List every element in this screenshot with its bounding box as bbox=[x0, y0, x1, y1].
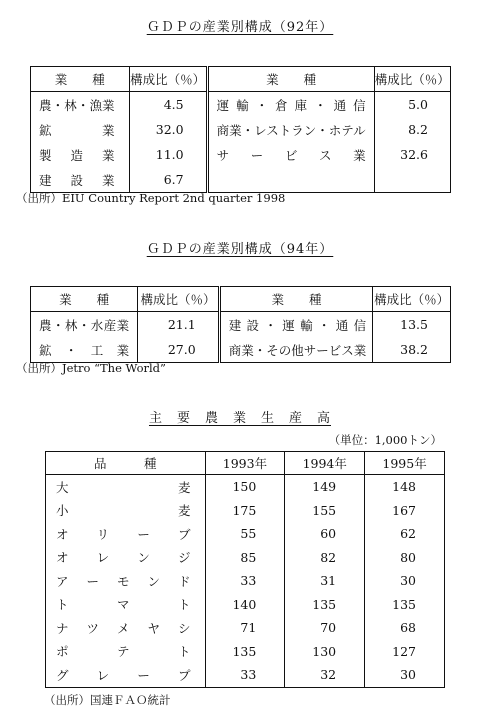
table-row bbox=[46, 593, 445, 617]
table-header-row bbox=[31, 287, 451, 312]
label-char: 鉱 bbox=[39, 342, 52, 358]
label-char: レ bbox=[96, 667, 110, 683]
label-char: 麦 bbox=[178, 503, 191, 519]
label-char: 農 bbox=[39, 317, 52, 333]
label-char: ツ bbox=[86, 620, 100, 636]
table-row bbox=[31, 92, 451, 118]
sector-name bbox=[207, 142, 374, 167]
gdp92-table bbox=[30, 66, 451, 193]
label-char: 運 bbox=[282, 317, 295, 333]
crop-name bbox=[46, 616, 206, 640]
ratio-value: 32.0 bbox=[129, 117, 207, 142]
production-source: （出所）国連ＦＡＯ統計 bbox=[44, 693, 171, 707]
label-char: 林 bbox=[64, 97, 77, 113]
sector-name bbox=[207, 92, 374, 118]
label-char: ド bbox=[178, 573, 191, 589]
label-char: ・ bbox=[51, 97, 65, 113]
label-char: シ bbox=[178, 620, 191, 636]
production-value: 148 bbox=[392, 479, 416, 495]
ratio-value bbox=[374, 167, 450, 193]
sector-name bbox=[207, 117, 374, 142]
production-value: 82 bbox=[285, 546, 365, 570]
production-table bbox=[45, 451, 445, 688]
table-row bbox=[46, 569, 445, 593]
label-char: 漁 bbox=[89, 97, 102, 113]
label-char: ポ bbox=[56, 644, 69, 660]
label-char: 麦 bbox=[178, 479, 191, 495]
ratio-header: 構成比（％） bbox=[138, 287, 219, 312]
label-char: ヤ bbox=[147, 620, 161, 636]
label-char: ・ bbox=[77, 317, 91, 333]
label-char: 林 bbox=[64, 317, 78, 333]
table-row bbox=[46, 616, 445, 640]
label-char: ・ bbox=[64, 342, 78, 358]
label-char: 信 bbox=[353, 317, 367, 333]
label-char: 業 bbox=[102, 97, 115, 113]
label-char: 設 bbox=[246, 317, 260, 333]
label-char: ー bbox=[137, 667, 150, 683]
label-char: マ bbox=[117, 597, 130, 613]
production-value: 135 bbox=[285, 593, 365, 617]
production-value: 167 bbox=[392, 502, 416, 518]
label-char: 通 bbox=[333, 97, 347, 113]
production-value: 71 bbox=[205, 616, 285, 640]
ratio-value: 5.0 bbox=[408, 97, 428, 112]
label-char: 水 bbox=[90, 317, 104, 333]
table-row bbox=[31, 337, 451, 363]
ratio-value: 11.0 bbox=[129, 142, 207, 167]
label-char: 大 bbox=[56, 479, 69, 495]
label-char: テ bbox=[117, 644, 130, 660]
production-value: 135 bbox=[392, 596, 416, 612]
label-char: レ bbox=[96, 550, 110, 566]
sector-header: 業 種 bbox=[207, 67, 374, 92]
table-row bbox=[31, 312, 451, 338]
sector-name bbox=[31, 337, 138, 363]
table-row bbox=[31, 167, 451, 193]
year-header: 1995年 bbox=[365, 452, 445, 475]
label-char: 信 bbox=[353, 97, 366, 113]
label-char: 業 bbox=[102, 172, 115, 188]
gdp94-source: （出所）Jetro “The World” bbox=[16, 361, 166, 375]
crop-name bbox=[46, 522, 206, 546]
label-char: ・ bbox=[255, 97, 269, 113]
label-char: 工 bbox=[90, 342, 104, 358]
label-char: 産 bbox=[103, 317, 117, 333]
label-char: ナ bbox=[56, 620, 69, 636]
label-char: 通 bbox=[335, 317, 349, 333]
label-char: 商業・レストラン・ホテル bbox=[216, 122, 366, 138]
ratio-value: 32.6 bbox=[400, 147, 428, 162]
ratio-header: 構成比（％） bbox=[373, 287, 451, 312]
label-char: 業 bbox=[116, 317, 130, 333]
label-char: ト bbox=[178, 597, 191, 613]
label-char: プ bbox=[177, 667, 191, 683]
label-char: 運 bbox=[216, 97, 230, 113]
crop-name bbox=[46, 569, 206, 593]
production-unit: （単位：1,000トン） bbox=[328, 433, 442, 447]
label-char: ア bbox=[56, 573, 69, 589]
gdp92-title: ＧＤＰの産業別構成（92年） bbox=[146, 20, 334, 35]
ratio-header: 構成比（％） bbox=[374, 67, 450, 92]
table-row bbox=[46, 499, 445, 523]
label-char: オ bbox=[56, 550, 69, 566]
sector-name bbox=[219, 337, 373, 363]
sector-name bbox=[207, 167, 374, 193]
label-char: ー bbox=[86, 573, 100, 589]
ratio-value: 6.7 bbox=[129, 167, 207, 193]
label-char: ・ bbox=[76, 97, 90, 113]
label-char: メ bbox=[117, 620, 130, 636]
label-char: ン bbox=[137, 550, 150, 566]
production-value: 155 bbox=[285, 499, 365, 523]
gdp94-table bbox=[30, 286, 451, 363]
label-char: 造 bbox=[70, 147, 84, 163]
sector-name bbox=[31, 312, 138, 338]
production-value: 62 bbox=[400, 526, 416, 542]
ratio-value: 21.1 bbox=[138, 312, 219, 338]
ratio-header: 構成比（％） bbox=[129, 67, 207, 92]
sector-name bbox=[219, 312, 373, 338]
label-char: 建 bbox=[39, 172, 52, 188]
production-value: 140 bbox=[205, 593, 285, 617]
table-header-row bbox=[31, 67, 451, 92]
production-value: 175 bbox=[205, 499, 285, 523]
sector-header: 業 種 bbox=[31, 287, 138, 312]
label-char: 業 bbox=[353, 147, 366, 163]
label-char: リ bbox=[96, 526, 110, 542]
production-value: 33 bbox=[205, 569, 285, 593]
production-value: 127 bbox=[392, 643, 416, 659]
gdp94-title: ＧＤＰの産業別構成（94年） bbox=[146, 242, 334, 257]
label-char: ・ bbox=[51, 317, 65, 333]
production-value: 30 bbox=[400, 667, 416, 683]
label-char: ン bbox=[147, 573, 161, 589]
production-value: 130 bbox=[285, 640, 365, 664]
crop-name bbox=[46, 663, 206, 687]
sector-header: 業 種 bbox=[31, 67, 130, 92]
table-header-row bbox=[46, 452, 445, 475]
production-value: 80 bbox=[400, 549, 416, 565]
production-value: 68 bbox=[400, 620, 416, 636]
sector-header: 業 種 bbox=[219, 287, 373, 312]
label-char: ブ bbox=[177, 526, 191, 542]
label-char: ・ bbox=[264, 317, 277, 333]
production-value: 60 bbox=[285, 522, 365, 546]
label-char: モ bbox=[117, 573, 130, 589]
label-char: ス bbox=[318, 147, 332, 163]
production-value: 149 bbox=[285, 475, 365, 499]
label-char: 庫 bbox=[294, 97, 308, 113]
year-header: 1993年 bbox=[205, 452, 285, 475]
table-row bbox=[31, 142, 451, 167]
sector-name bbox=[31, 167, 130, 193]
ratio-value: 27.0 bbox=[138, 337, 219, 363]
sector-name bbox=[31, 117, 130, 142]
label-char: ジ bbox=[177, 550, 191, 566]
label-char: グ bbox=[56, 667, 69, 683]
label-char: 製 bbox=[39, 147, 52, 163]
label-char: サ bbox=[216, 147, 230, 163]
table-row bbox=[31, 117, 451, 142]
label-char: 建 bbox=[228, 317, 242, 333]
label-char: ー bbox=[137, 526, 150, 542]
crop-name bbox=[46, 499, 206, 523]
ratio-value: 13.5 bbox=[400, 317, 428, 332]
table-row bbox=[46, 663, 445, 687]
production-value: 33 bbox=[205, 663, 285, 687]
ratio-value: 8.2 bbox=[408, 122, 428, 137]
production-value: 85 bbox=[205, 546, 285, 570]
gdp92-source: （出所）EIU Country Report 2nd quarter 1998 bbox=[16, 191, 286, 205]
label-char: ・ bbox=[314, 97, 327, 113]
production-value: 150 bbox=[205, 475, 285, 499]
sector-name bbox=[31, 92, 130, 118]
label-char: 業 bbox=[116, 342, 130, 358]
label-char: ・ bbox=[317, 317, 331, 333]
label-char: 倉 bbox=[275, 97, 288, 113]
item-header: 品 種 bbox=[46, 452, 206, 475]
crop-name bbox=[46, 640, 206, 664]
table-row bbox=[46, 475, 445, 499]
crop-name bbox=[46, 593, 206, 617]
crop-name bbox=[46, 475, 206, 499]
production-value: 32 bbox=[285, 663, 365, 687]
sector-name bbox=[31, 142, 130, 167]
label-char: 農 bbox=[39, 97, 52, 113]
production-value: 55 bbox=[205, 522, 285, 546]
production-value: 30 bbox=[400, 573, 416, 589]
label-char: 設 bbox=[70, 172, 84, 188]
label-char: 小 bbox=[56, 503, 69, 519]
label-char: 業 bbox=[102, 122, 115, 138]
production-value: 31 bbox=[285, 569, 365, 593]
label-char: ト bbox=[178, 644, 191, 660]
table-row bbox=[46, 546, 445, 570]
year-header: 1994年 bbox=[285, 452, 365, 475]
label-char: 輸 bbox=[236, 97, 249, 113]
label-char: 鉱 bbox=[39, 122, 52, 138]
label-char: ト bbox=[56, 597, 69, 613]
label-char: 商業・その他サービス業 bbox=[228, 342, 367, 358]
table-row bbox=[46, 522, 445, 546]
label-char: オ bbox=[56, 526, 69, 542]
ratio-value: 38.2 bbox=[400, 342, 428, 357]
production-value: 70 bbox=[285, 616, 365, 640]
production-value: 135 bbox=[205, 640, 285, 664]
label-char: ビ bbox=[284, 147, 298, 163]
label-char: ー bbox=[250, 147, 264, 163]
label-char: 輸 bbox=[300, 317, 313, 333]
table-row bbox=[46, 640, 445, 664]
ratio-value: 4.5 bbox=[129, 92, 207, 118]
crop-name bbox=[46, 546, 206, 570]
label-char: 業 bbox=[102, 147, 115, 163]
production-title: 主 要 農 業 生 産 高 bbox=[148, 411, 331, 426]
